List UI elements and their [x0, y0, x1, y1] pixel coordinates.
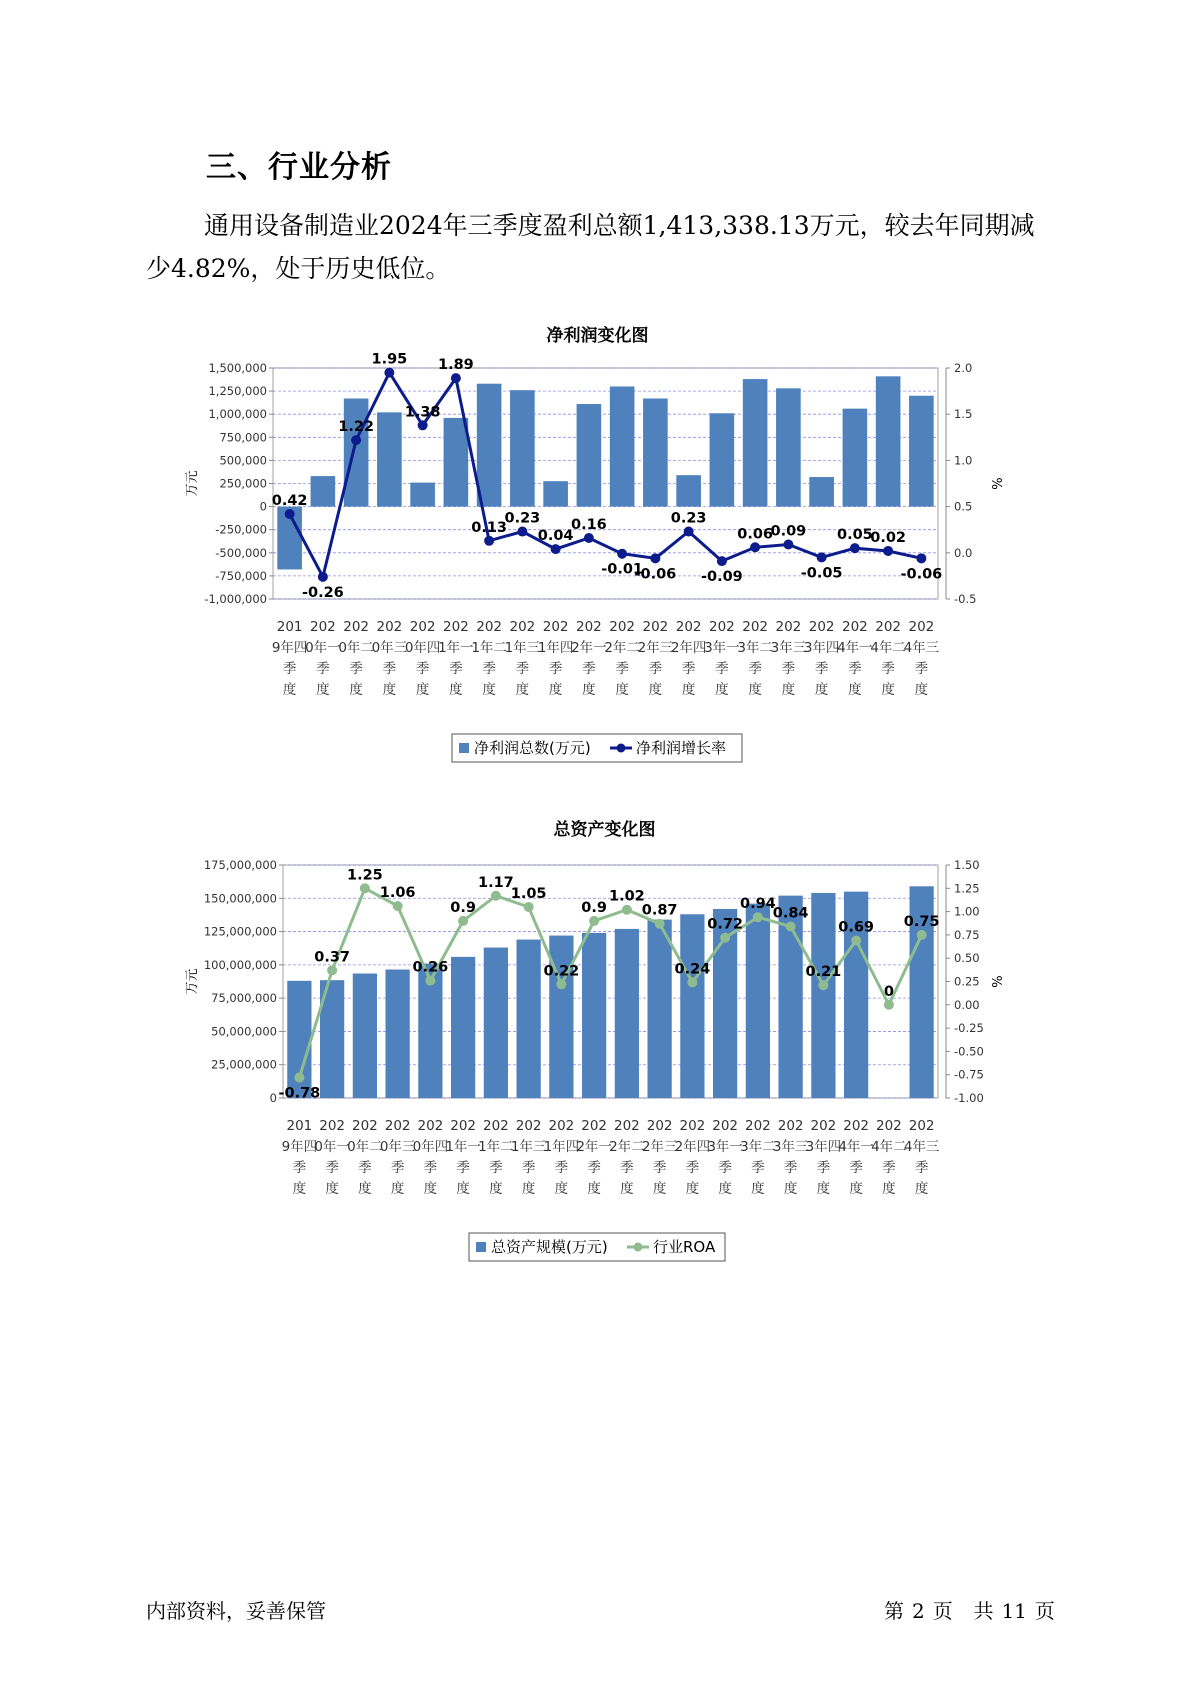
data-label: 1.95: [371, 351, 408, 368]
line-point: [753, 912, 763, 922]
x-tick-label: 202 0年一季度: [305, 619, 341, 698]
x-tick-label: 202 1年三季度: [504, 619, 541, 698]
y-tick-label: 100,000,000: [203, 957, 277, 972]
y2-tick-label: 0.0: [954, 545, 973, 560]
x-tick-label: 202 3年四季度: [805, 1118, 842, 1197]
x-tick-label: 202 0年三季度: [371, 619, 408, 698]
x-tick-label: 202 3年四季度: [803, 619, 840, 698]
y2-tick-label: -0.25: [954, 1021, 984, 1036]
data-label: 0.02: [870, 529, 907, 546]
data-label: 1.22: [338, 419, 375, 436]
page-suffix: 页: [932, 1599, 953, 1623]
line-point: [783, 539, 793, 549]
summary-text: 通用设备制造业2024年三季度盈利总额1,413,338.13万元，较去年同期减少4.82%，处于历史低位。: [146, 211, 1035, 283]
line-point: [551, 544, 561, 554]
data-label: 0.23: [504, 510, 541, 527]
y2-tick-label: -0.50: [954, 1044, 984, 1059]
net-profit-chart: [0, 318, 1191, 778]
line-point: [850, 543, 860, 553]
y-tick-label: 1,250,000: [208, 384, 267, 399]
line-point: [589, 916, 599, 926]
data-label: 0.22: [543, 963, 580, 980]
bar: [517, 940, 541, 1098]
bar: [577, 404, 602, 507]
x-tick-label: 201 9年四季度: [281, 1118, 318, 1197]
line-point: [687, 977, 697, 987]
x-tick-label: 202 1年四季度: [537, 619, 574, 698]
line-point: [917, 930, 927, 940]
data-label: 0.37: [314, 949, 351, 966]
y-tick-label: 750,000: [219, 430, 267, 445]
legend-line-label: 行业ROA: [653, 1238, 716, 1256]
bar: [776, 388, 801, 506]
line-point: [720, 933, 730, 943]
y2-tick-label: 1.5: [954, 407, 973, 422]
bar: [680, 914, 704, 1098]
line-point: [786, 922, 796, 932]
x-tick-label: 202 2年二季度: [604, 619, 640, 698]
total-assets-chart-svg: [0, 815, 1191, 1275]
line-point: [617, 549, 627, 559]
data-label: 0.94: [739, 896, 776, 913]
x-tick-label: 202 0年一季度: [314, 1118, 350, 1197]
x-tick-label: 202 3年一季度: [704, 619, 740, 698]
line-point: [360, 883, 370, 893]
x-tick-label: 202 4年二季度: [871, 1118, 907, 1197]
line-point: [750, 542, 760, 552]
bar: [510, 390, 535, 506]
section-heading: 三、行业分析: [206, 150, 392, 185]
data-label: -0.26: [301, 584, 344, 601]
net-profit-chart-svg: [0, 318, 1191, 778]
data-label: 1.17: [477, 874, 514, 891]
line-point: [491, 891, 501, 901]
bar: [549, 936, 573, 1098]
data-label: -0.01: [601, 561, 644, 578]
chart-title: 净利润变化图: [546, 326, 649, 346]
y-tick-label: 0: [259, 499, 267, 514]
line-point: [517, 527, 527, 537]
y2-tick-label: 0.5: [954, 499, 973, 514]
y-tick-label: 1,500,000: [208, 361, 267, 375]
line-point: [285, 509, 295, 519]
x-tick-label: 202 2年四季度: [674, 1118, 711, 1197]
line-point: [327, 965, 337, 975]
data-label: 1.38: [404, 404, 441, 421]
page-number: 2: [912, 1599, 925, 1623]
data-label: 1.06: [379, 885, 416, 902]
data-label: 0.16: [570, 517, 607, 534]
line-point: [524, 902, 534, 912]
y-tick-label: 250,000: [219, 476, 267, 491]
y-tick-label: 1,000,000: [208, 407, 267, 422]
data-label: 1.05: [510, 885, 547, 902]
line-point: [584, 533, 594, 543]
line-point: [384, 368, 394, 378]
data-label: -0.06: [634, 566, 677, 583]
x-tick-label: 202 4年二季度: [870, 619, 906, 698]
data-label: 0.75: [903, 913, 940, 930]
x-tick-label: 202 0年四季度: [404, 619, 441, 698]
y-axis-title: 万元: [185, 470, 200, 497]
line-point: [916, 553, 926, 563]
line-point: [884, 1000, 894, 1010]
x-tick-label: 202 0年二季度: [347, 1118, 383, 1197]
bar: [477, 384, 502, 507]
y-tick-label: -750,000: [215, 568, 267, 583]
total-assets-chart: [0, 815, 1191, 1275]
y-tick-label: 500,000: [219, 453, 267, 468]
data-label: 0.21: [805, 964, 842, 981]
line-point: [817, 552, 827, 562]
legend-line-marker: [634, 1243, 643, 1252]
data-label: 0.05: [836, 527, 873, 544]
bar: [648, 920, 672, 1098]
total-prefix: 共: [973, 1599, 994, 1623]
bar: [543, 481, 568, 506]
x-tick-label: 202 0年四季度: [412, 1118, 449, 1197]
bar: [377, 412, 402, 506]
legend-bar-swatch: [459, 743, 469, 753]
x-tick-label: 202 1年一季度: [438, 619, 474, 698]
bar: [809, 477, 834, 507]
x-tick-label: 202 3年三季度: [772, 1118, 809, 1197]
x-tick-label: 202 0年三季度: [379, 1118, 416, 1197]
x-tick-label: 202 1年二季度: [471, 619, 507, 698]
bar: [615, 929, 639, 1098]
x-tick-label: 202 3年一季度: [707, 1118, 743, 1197]
y-tick-label: 50,000,000: [211, 1024, 277, 1039]
line-point: [556, 979, 566, 989]
y-tick-label: -500,000: [215, 545, 267, 560]
x-tick-label: 202 1年四季度: [543, 1118, 580, 1197]
x-tick-label: 202 2年三季度: [637, 619, 674, 698]
line-point: [818, 980, 828, 990]
y-tick-label: 0: [269, 1091, 277, 1105]
y2-tick-label: 0.25: [954, 974, 980, 989]
line-point: [318, 572, 328, 582]
y-tick-label: 25,000,000: [211, 1057, 277, 1072]
line-point: [684, 527, 694, 537]
bar: [386, 970, 410, 1098]
data-label: 0.06: [737, 526, 774, 543]
line-point: [351, 435, 361, 445]
x-tick-label: 202 2年四季度: [670, 619, 707, 698]
x-tick-label: 202 3年二季度: [740, 1118, 776, 1197]
y-tick-label: -1,000,000: [204, 592, 267, 606]
y2-tick-label: 0.75: [954, 927, 980, 942]
data-label: 0.69: [838, 919, 875, 936]
page-prefix: 第: [884, 1599, 904, 1623]
data-label: 0.23: [670, 510, 707, 527]
y2-tick-label: 1.50: [954, 858, 980, 872]
y-tick-label: -250,000: [215, 522, 267, 537]
data-label: 0.87: [641, 902, 678, 919]
line-point: [650, 553, 660, 563]
data-label: 1.02: [608, 888, 645, 905]
y-axis-title: 万元: [185, 968, 200, 995]
data-label: 0.42: [271, 492, 308, 509]
data-label: 1.89: [437, 357, 474, 374]
line-point: [717, 556, 727, 566]
legend-line-marker: [617, 744, 626, 753]
y2-tick-label: 1.25: [954, 881, 980, 896]
x-tick-label: 202 1年三季度: [510, 1118, 547, 1197]
line-point: [851, 935, 861, 945]
bar: [746, 904, 770, 1098]
data-label: 0.9: [450, 899, 476, 916]
y2-tick-label: -0.5: [954, 592, 977, 606]
x-tick-label: 202 1年一季度: [445, 1118, 481, 1197]
summary-paragraph: [146, 204, 1046, 290]
data-label: 1.25: [346, 867, 383, 884]
data-label: 0.24: [674, 961, 711, 978]
bar: [811, 893, 835, 1098]
x-tick-label: 202 2年二季度: [609, 1118, 645, 1197]
line-point: [425, 976, 435, 986]
line-point: [484, 536, 494, 546]
x-tick-label: 202 1年二季度: [478, 1118, 514, 1197]
bar: [451, 957, 475, 1098]
y-tick-label: 125,000,000: [203, 924, 277, 939]
x-tick-label: 202 2年一季度: [571, 619, 607, 698]
y2-tick-label: 1.0: [954, 453, 973, 468]
line-point: [655, 919, 665, 929]
x-tick-label: 202 2年一季度: [576, 1118, 612, 1197]
x-tick-label: 202 4年三季度: [903, 1118, 940, 1197]
bar: [743, 379, 768, 507]
data-label: -0.05: [800, 565, 843, 582]
line-point: [294, 1072, 304, 1082]
footer-page-info: [884, 1595, 1063, 1624]
footer-confidential-note: 内部资料，妥善保管: [146, 1599, 326, 1623]
bar: [610, 386, 635, 506]
total-suffix: 页: [1034, 1599, 1055, 1623]
y-tick-label: 175,000,000: [203, 858, 277, 872]
bar: [710, 413, 735, 506]
y2-tick-label: 0.00: [954, 997, 980, 1012]
x-tick-label: 202 0年二季度: [338, 619, 374, 698]
y-tick-label: 75,000,000: [211, 991, 277, 1006]
data-label: 0.26: [412, 959, 449, 976]
bar: [444, 418, 469, 507]
bar: [582, 933, 606, 1098]
data-label: 0.72: [707, 916, 744, 933]
data-label: -0.09: [700, 569, 743, 586]
y2-tick-label: -0.75: [954, 1067, 984, 1082]
y2-axis-title: %: [991, 975, 1006, 988]
x-tick-label: 202 4年三季度: [903, 619, 940, 698]
legend-bar-label: 净利润总数(万元): [474, 739, 591, 757]
line-point: [458, 916, 468, 926]
x-tick-label: 202 4年一季度: [837, 619, 873, 698]
x-tick-label: 202 2年三季度: [641, 1118, 678, 1197]
data-label: 0.9: [581, 899, 607, 916]
data-label: 0.84: [772, 905, 809, 922]
bar: [676, 475, 701, 506]
data-label: -0.78: [278, 1085, 321, 1102]
bar: [484, 948, 508, 1098]
bar: [344, 398, 369, 506]
x-tick-label: 202 4年一季度: [838, 1118, 874, 1197]
y2-tick-label: 0.50: [954, 951, 980, 966]
y-tick-label: 150,000,000: [203, 891, 277, 906]
bar: [311, 476, 336, 506]
line-point: [393, 901, 403, 911]
data-label: 0.13: [471, 519, 508, 536]
data-label: 0.04: [537, 528, 574, 545]
legend-bar-label: 总资产规模(万元): [491, 1238, 608, 1256]
bar: [410, 483, 435, 507]
line-point: [418, 420, 428, 430]
x-tick-label: 201 9年四季度: [271, 619, 308, 698]
total-pages: 11: [1001, 1599, 1027, 1623]
data-label: 0.09: [770, 523, 807, 540]
x-tick-label: 202 3年三季度: [770, 619, 807, 698]
bar: [643, 398, 668, 506]
legend-bar-swatch: [476, 1242, 486, 1252]
line-point: [883, 546, 893, 556]
x-tick-label: 202 3年二季度: [737, 619, 773, 698]
line-point: [622, 905, 632, 915]
bar: [353, 974, 377, 1098]
y2-tick-label: 1.00: [954, 904, 980, 919]
y2-tick-label: -1.00: [954, 1091, 984, 1105]
bar: [876, 376, 901, 506]
bar: [909, 396, 934, 507]
bar: [843, 409, 868, 507]
line-point: [451, 373, 461, 383]
data-label: -0.06: [900, 566, 943, 583]
chart-title: 总资产变化图: [553, 820, 656, 840]
legend-line-label: 净利润增长率: [636, 739, 727, 757]
y2-tick-label: 2.0: [954, 361, 973, 375]
data-label: 0: [883, 983, 894, 1000]
y2-axis-title: %: [991, 477, 1006, 490]
